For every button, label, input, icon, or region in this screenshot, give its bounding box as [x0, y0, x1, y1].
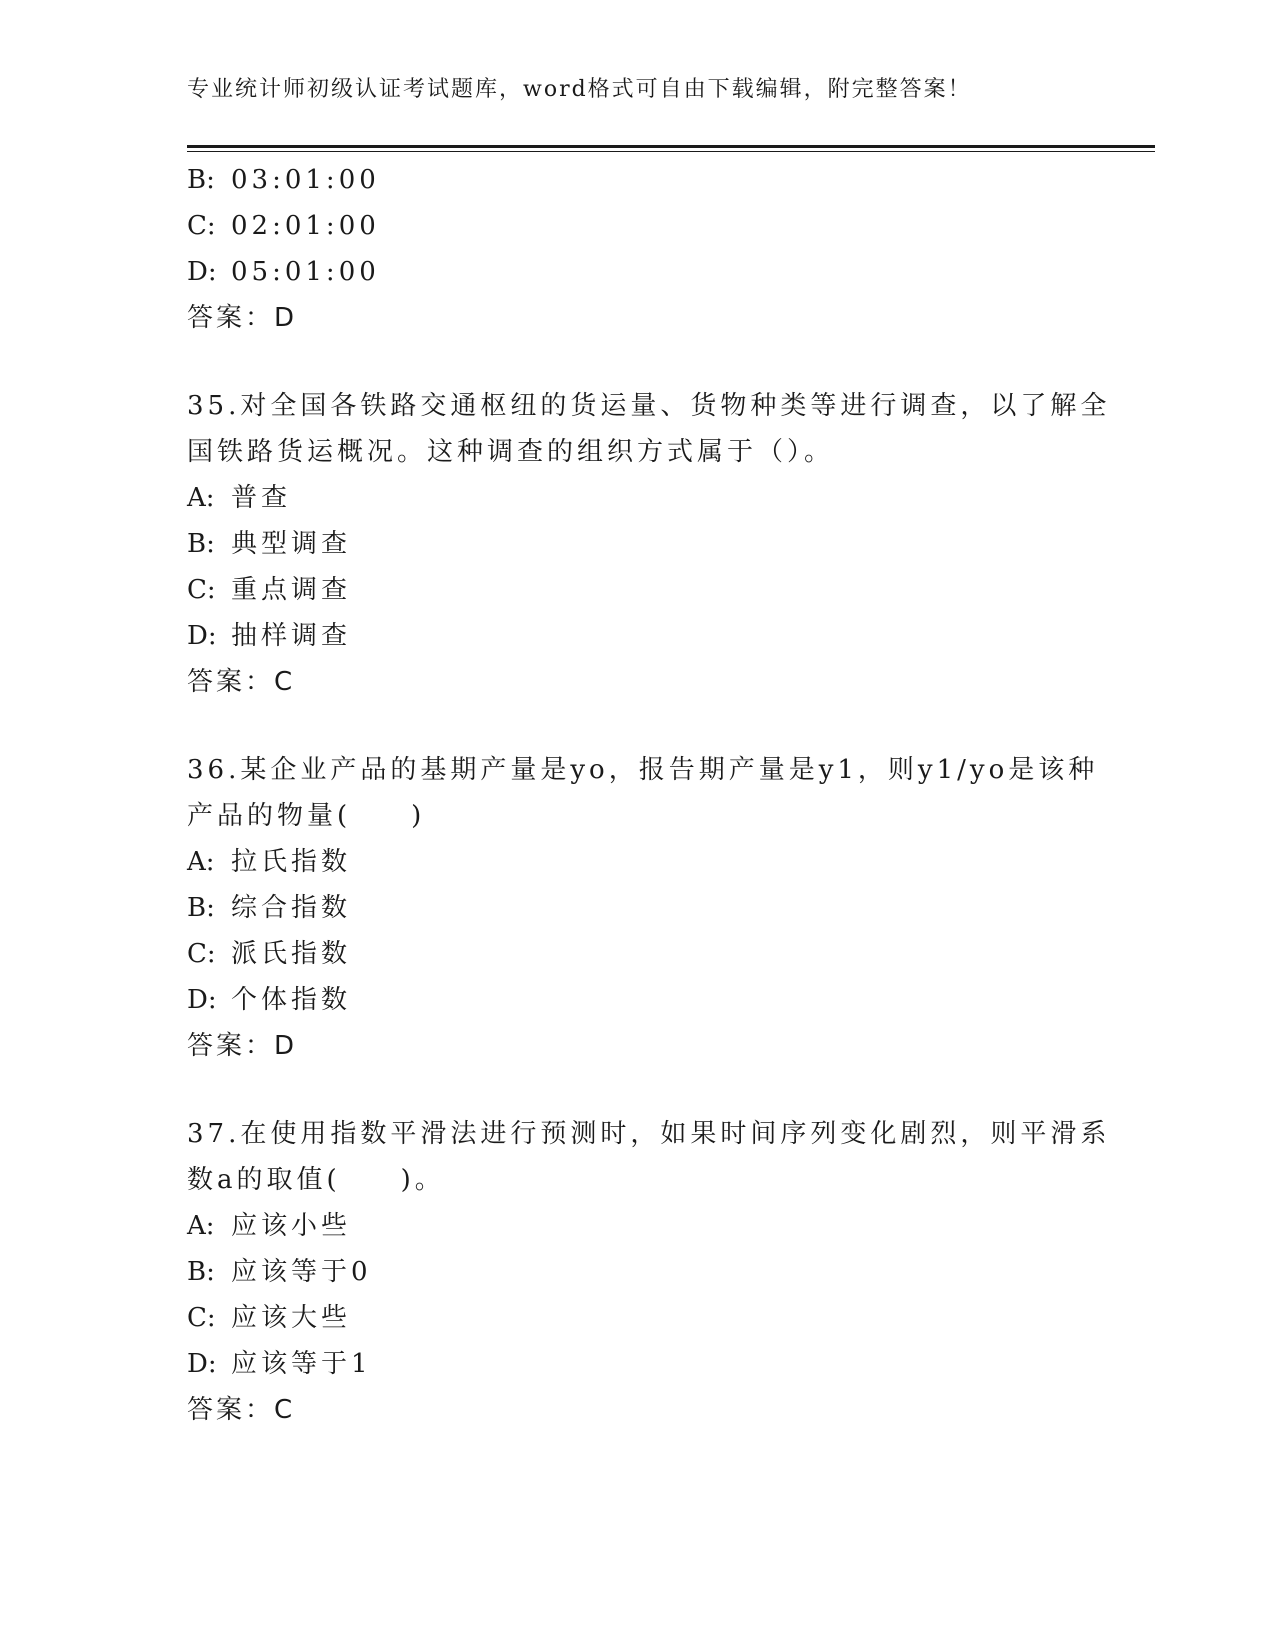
option-a: A: 普查: [187, 483, 292, 513]
question-stem-line: 产品的物量( ): [187, 801, 426, 831]
question-36: [187, 747, 1099, 1069]
option-c: C: 派氏指数: [187, 939, 352, 969]
option-a: A: 应该小些: [187, 1211, 352, 1241]
header-rule-thin: [187, 151, 1155, 152]
option-a: A: 拉氏指数: [187, 847, 352, 877]
question-stem-line: 35.对全国各铁路交通枢纽的货运量、货物种类等进行调查，以了解全: [187, 391, 1111, 421]
option-b: B: 03:01:00: [187, 165, 380, 195]
option-d: D: 应该等于1: [187, 1349, 372, 1379]
question-stem-line: 数a的取值( )。: [187, 1165, 445, 1195]
option-d: D: 个体指数: [187, 985, 352, 1015]
option-b: B: 综合指数: [187, 893, 352, 923]
answer: 答案：D: [187, 303, 298, 333]
option-b: B: 典型调查: [187, 529, 352, 559]
option-d: D: 05:01:00: [187, 257, 380, 287]
question-35: [187, 383, 1111, 705]
question-37: [187, 1111, 1111, 1433]
continued-question: [187, 157, 1087, 341]
option-b: B: 应该等于0: [187, 1257, 372, 1287]
answer: 答案：C: [187, 667, 296, 697]
question-stem-line: 37.在使用指数平滑法进行预测时，如果时间序列变化剧烈，则平滑系: [187, 1119, 1111, 1149]
question-stem-line: 国铁路货运概况。这种调查的组织方式属于（）。: [187, 437, 835, 467]
question-stem-line: 36.某企业产品的基期产量是yo，报告期产量是y1，则y1/yo是该种: [187, 755, 1099, 785]
answer: 答案：D: [187, 1031, 298, 1061]
option-d: D: 抽样调查: [187, 621, 352, 651]
option-c: C: 02:01:00: [187, 211, 380, 241]
page-header: 专业统计师初级认证考试题库，word格式可自由下载编辑，附完整答案！: [187, 77, 972, 102]
option-c: C: 应该大些: [187, 1303, 352, 1333]
header-rule-thick: [187, 145, 1155, 148]
question-list: [187, 157, 1111, 1433]
answer: 答案：C: [187, 1395, 296, 1425]
option-c: C: 重点调查: [187, 575, 352, 605]
